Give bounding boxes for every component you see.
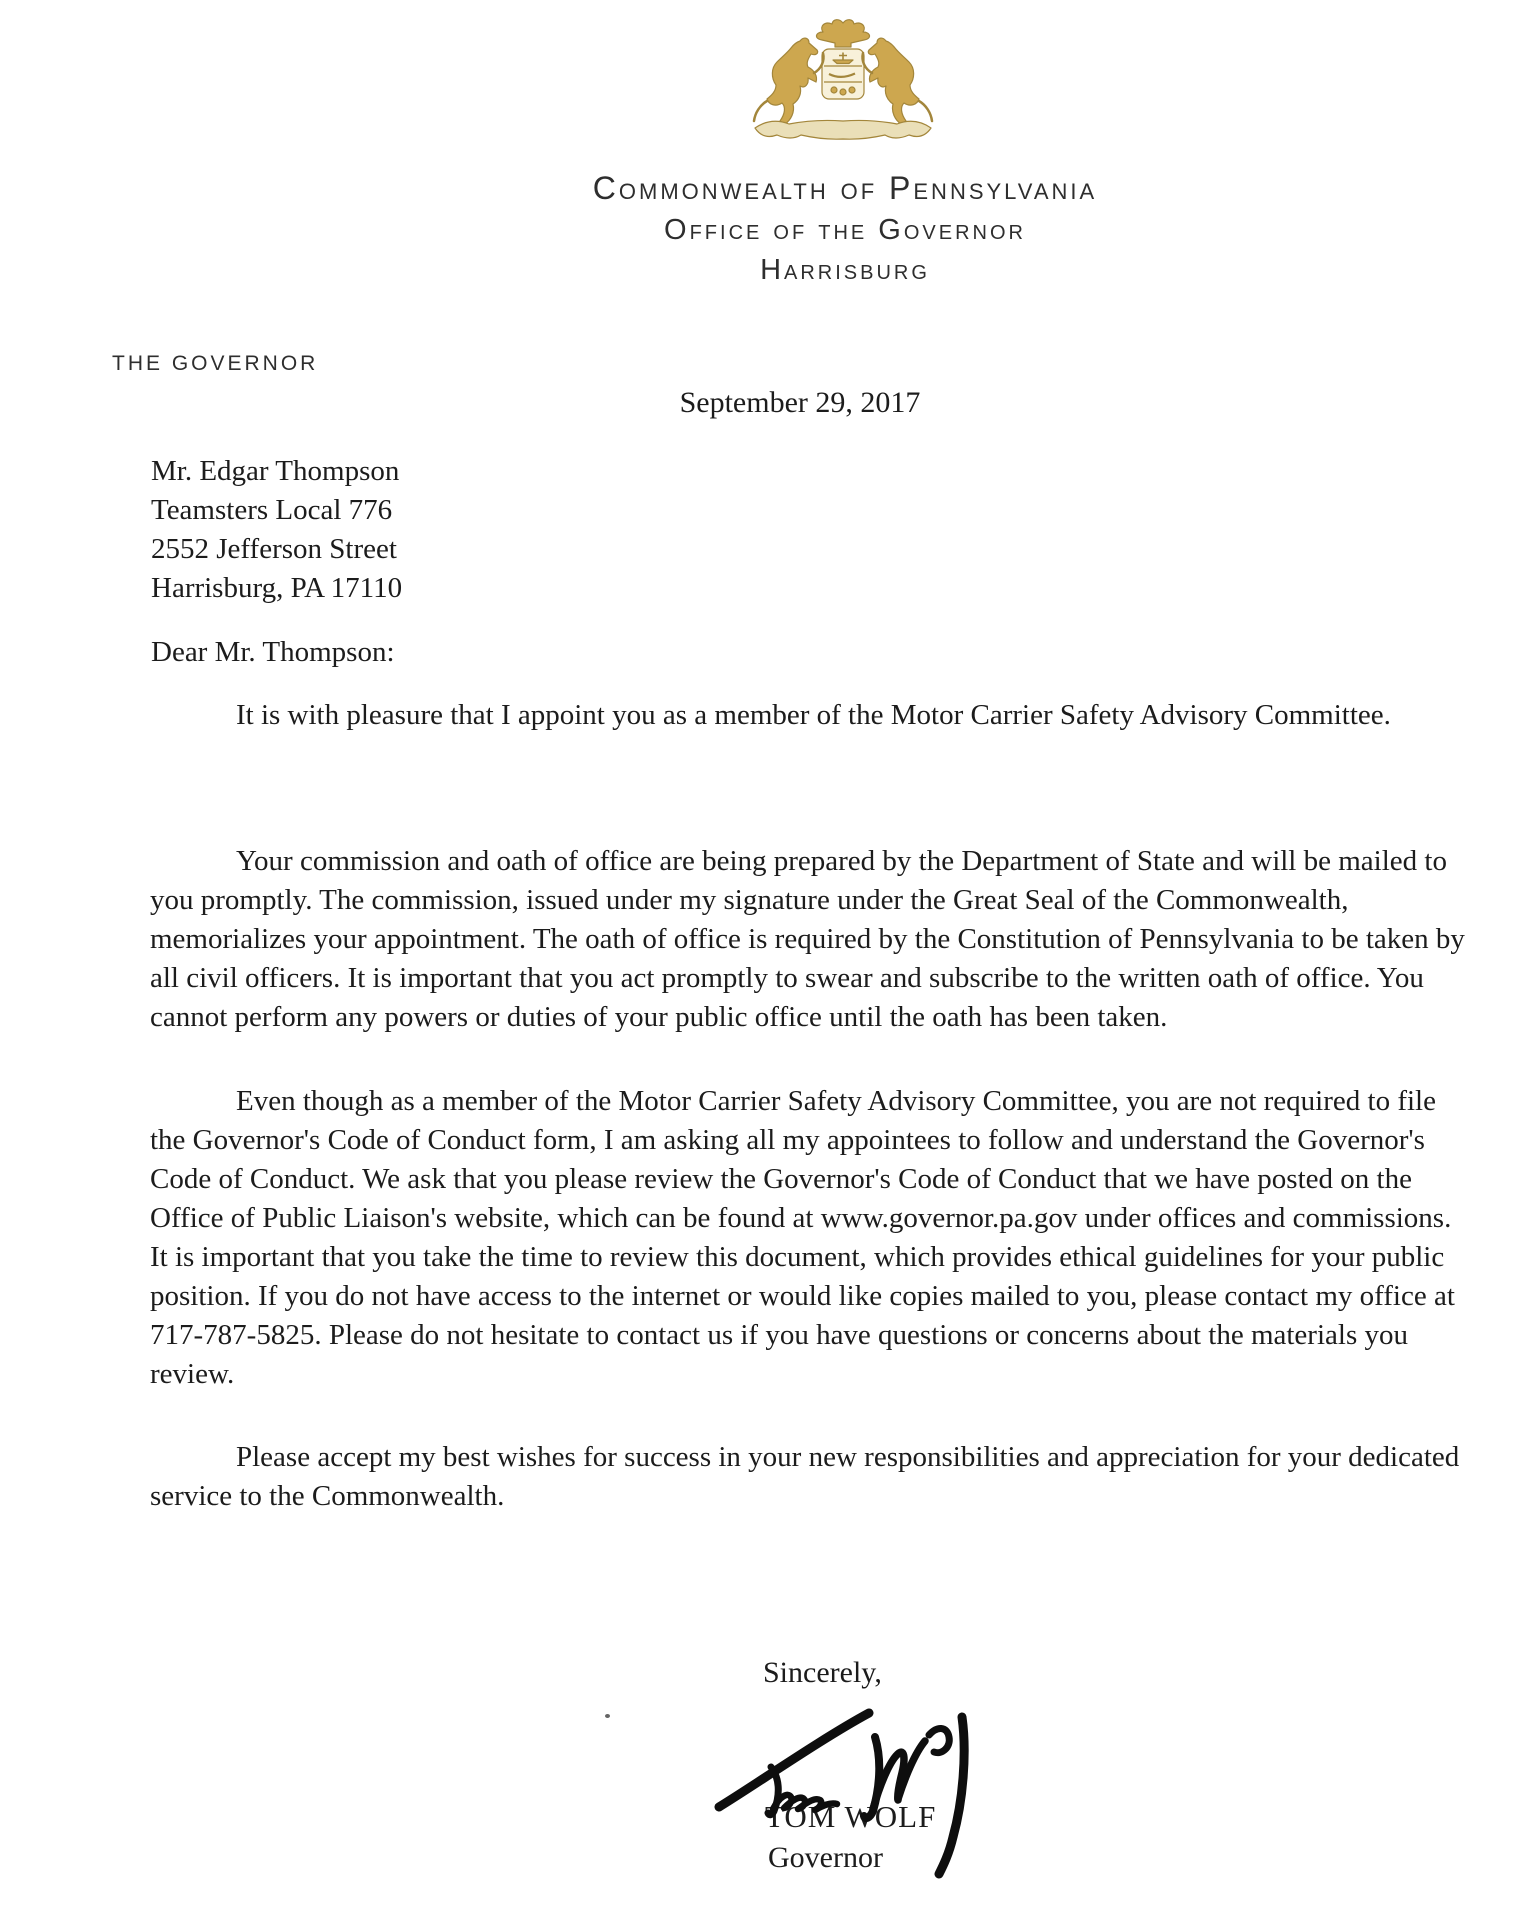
paragraph-commission-oath: Your commission and oath of office are being prepared by the Department of State and will be mailed to you promptly. The commission, issued under my signature under the Great Seal of the Commonwealth, memorializes your appointment. The oath of office is required by the Constitution of Pennsylvania to be taken by all civil officers. It is important that you act promptly to swear and subscribe to the written oath of office. You cannot perform any powers or duties of your public office until the oath has been taken. [150,845,1465,1033]
closing-sincerely: Sincerely, [763,1656,882,1689]
letterhead-office: Office of the Governor [664,214,1026,246]
signature-tom-wolf-icon [713,1697,1013,1879]
paragraph-best-wishes: Please accept my best wishes for success in your new responsibilities and appreciation for your dedicated service to the Commonwealth. [150,1441,1460,1512]
letter-date: September 29, 2017 [679,386,921,419]
sender-title-label: THE GOVERNOR [112,352,319,375]
salutation: Dear Mr. Thompson: [151,636,395,668]
recipient-name: Mr. Edgar Thompson [151,455,400,487]
letterhead-city: Harrisburg [760,254,930,286]
recipient-city-state-zip: Harrisburg, PA 17110 [151,572,403,604]
pennsylvania-coat-of-arms-icon [742,16,944,156]
recipient-street: 2552 Jefferson Street [151,533,397,565]
letterhead-commonwealth: Commonwealth of Pennsylvania [592,170,1098,206]
scan-speck [605,1714,610,1718]
recipient-organization: Teamsters Local 776 [151,494,393,526]
signer-title: Governor [768,1841,883,1874]
recipient-address-block [151,452,402,608]
paragraph-code-of-conduct: Even though as a member of the Motor Carrier Safety Advisory Committee, you are not required to file the Governor's Code of Conduct form, I am asking all my appointees to follow and understand the Governor's Code of Conduct. We ask that you please review the Governor's Code of Conduct that we have posted on the Office of Public Liaison's website, which can be found at www.governor.pa.gov under offices and commissions. It is important that you take the time to review this document, which provides ethical guidelines for your public position. If you do not have access to the internet or would like copies mailed to you, please contact my office at 717-787-5825. Please do not hesitate to contact us if you have questions or concerns about the materials you review. [150,1085,1455,1390]
paragraph-appointment: It is with pleasure that I appoint you as a member of the Motor Carrier Safety Advisory Committee. [236,699,1391,731]
signer-name: TOM WOLF [765,1799,937,1834]
